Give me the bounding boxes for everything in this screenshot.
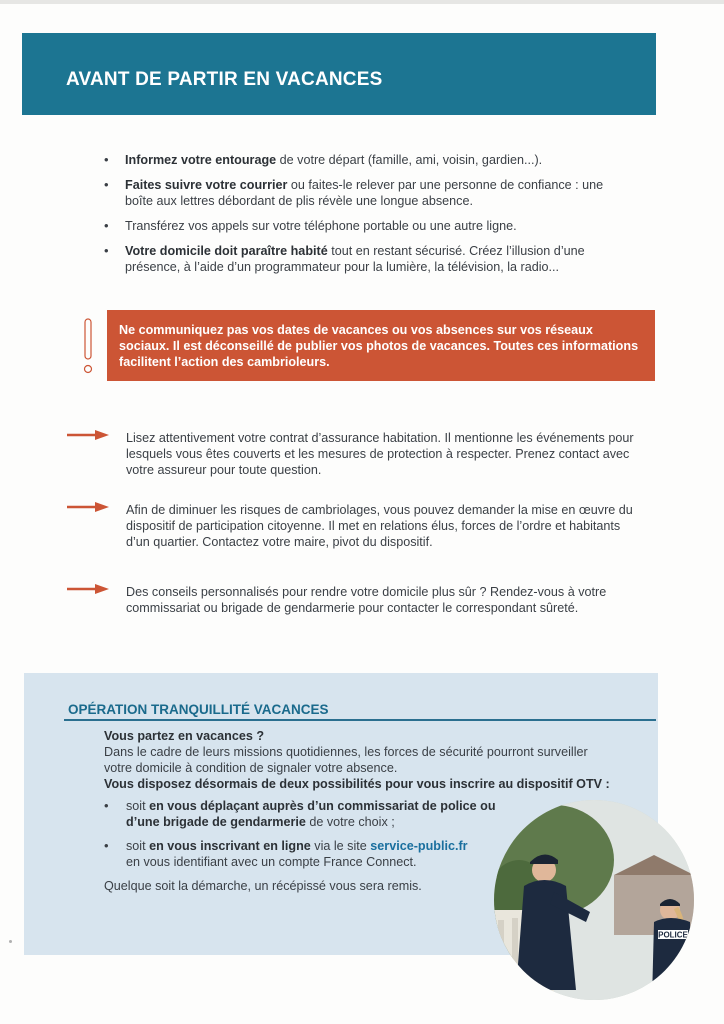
bullet-icon: • [104,152,109,167]
scan-mark [9,940,12,943]
tip-item [104,218,624,234]
advice-text: Des conseils personnalisés pour rendre votre domicile plus sûr ? Rendez-vous à votre commissariat ou brigade de gendarmerie pour contacter le correspondant sûreté. [126,585,607,615]
police-officers-illustration [494,800,694,1000]
tips-list [104,152,624,284]
title-banner [22,33,656,115]
service-public-link[interactable]: service-public.fr [370,839,468,853]
bullet-icon: • [104,798,109,813]
bullet-icon: • [104,177,109,192]
arrow-right-icon [67,502,109,512]
arrow-right-icon [67,584,109,594]
tip-item [104,243,624,275]
tip-text: Transférez vos appels sur votre téléphone portable ou une autre ligne. [125,219,517,233]
tip-text: ou faites-le relever par une personne de confiance : une boîte aux lettres débordant de plis révèle une longue absence. [125,178,604,208]
top-edge-line [0,0,724,4]
bullet-icon: • [104,838,109,853]
tip-text: tout en restant sécurisé. Créez l’illusion d’une présence, à l’aide d’un programmateur pour la lumière, la télévision, la radio... [125,244,585,274]
tip-text: de votre départ (famille, ami, voisin, gardien...). [276,153,543,167]
otv-divider [64,719,656,721]
page-title: AVANT DE PARTIR EN VACANCES [66,69,383,90]
otv-intro: Dans le cadre de leurs missions quotidiennes, les forces de sécurité pourront surveiller votre domicile à condition de signaler votre absence. [104,745,588,775]
otv-title: OPÉRATION TRANQUILLITÉ VACANCES [68,702,329,717]
tip-bold: Faites suivre votre courrier [125,178,288,192]
otv-closing: Quelque soit la démarche, un récépissé vous sera remis. [104,879,422,893]
tip-item [104,152,624,168]
otv-question: Vous partez en vacances ? [104,729,265,743]
tip-bold: Informez votre entourage [125,153,277,167]
tip-bold: Votre domicile doit paraître habité [125,244,328,258]
warning-box: Ne communiquez pas vos dates de vacances ou vos absences sur vos réseaux sociaux. Il est déconseillé de publier vos photos de vacances. Toutes ces informations facilitent l’action des cambrioleurs. [107,310,655,381]
otv-option: • soit en vous inscrivant en ligne via le site service-public.fr en vous identifiant avec un compte France Connect. [104,838,468,869]
bullet-icon: • [104,218,109,233]
arrow-right-icon [67,430,109,440]
advice-text: Afin de diminuer les risques de cambriolages, vous pouvez demander la mise en œuvre du dispositif de participation citoyenne. Il met en relations élus, forces de l’ordre et habitants d’un quartier. Contactez votre maire, pivot du dispositif. [126,503,633,549]
exclamation-icon [79,318,97,376]
otv-option: • soit en vous déplaçant auprès d’un commissariat de police ou d’une brigade de gendarmerie de votre choix ; [104,798,496,829]
police-label: POLICE [658,930,688,940]
police-officers-photo [494,800,694,1000]
tip-item [104,177,624,209]
otv-possibilities: Vous disposez désormais de deux possibilités pour vous inscrire au dispositif OTV : [104,777,610,791]
bullet-icon: • [104,243,109,258]
advice-text: Lisez attentivement votre contrat d’assurance habitation. Il mentionne les événements pour lesquels vous êtes couverts et les mesures de protection à respecter. Prenez contact avec votre assureur pour toute question. [126,431,634,477]
